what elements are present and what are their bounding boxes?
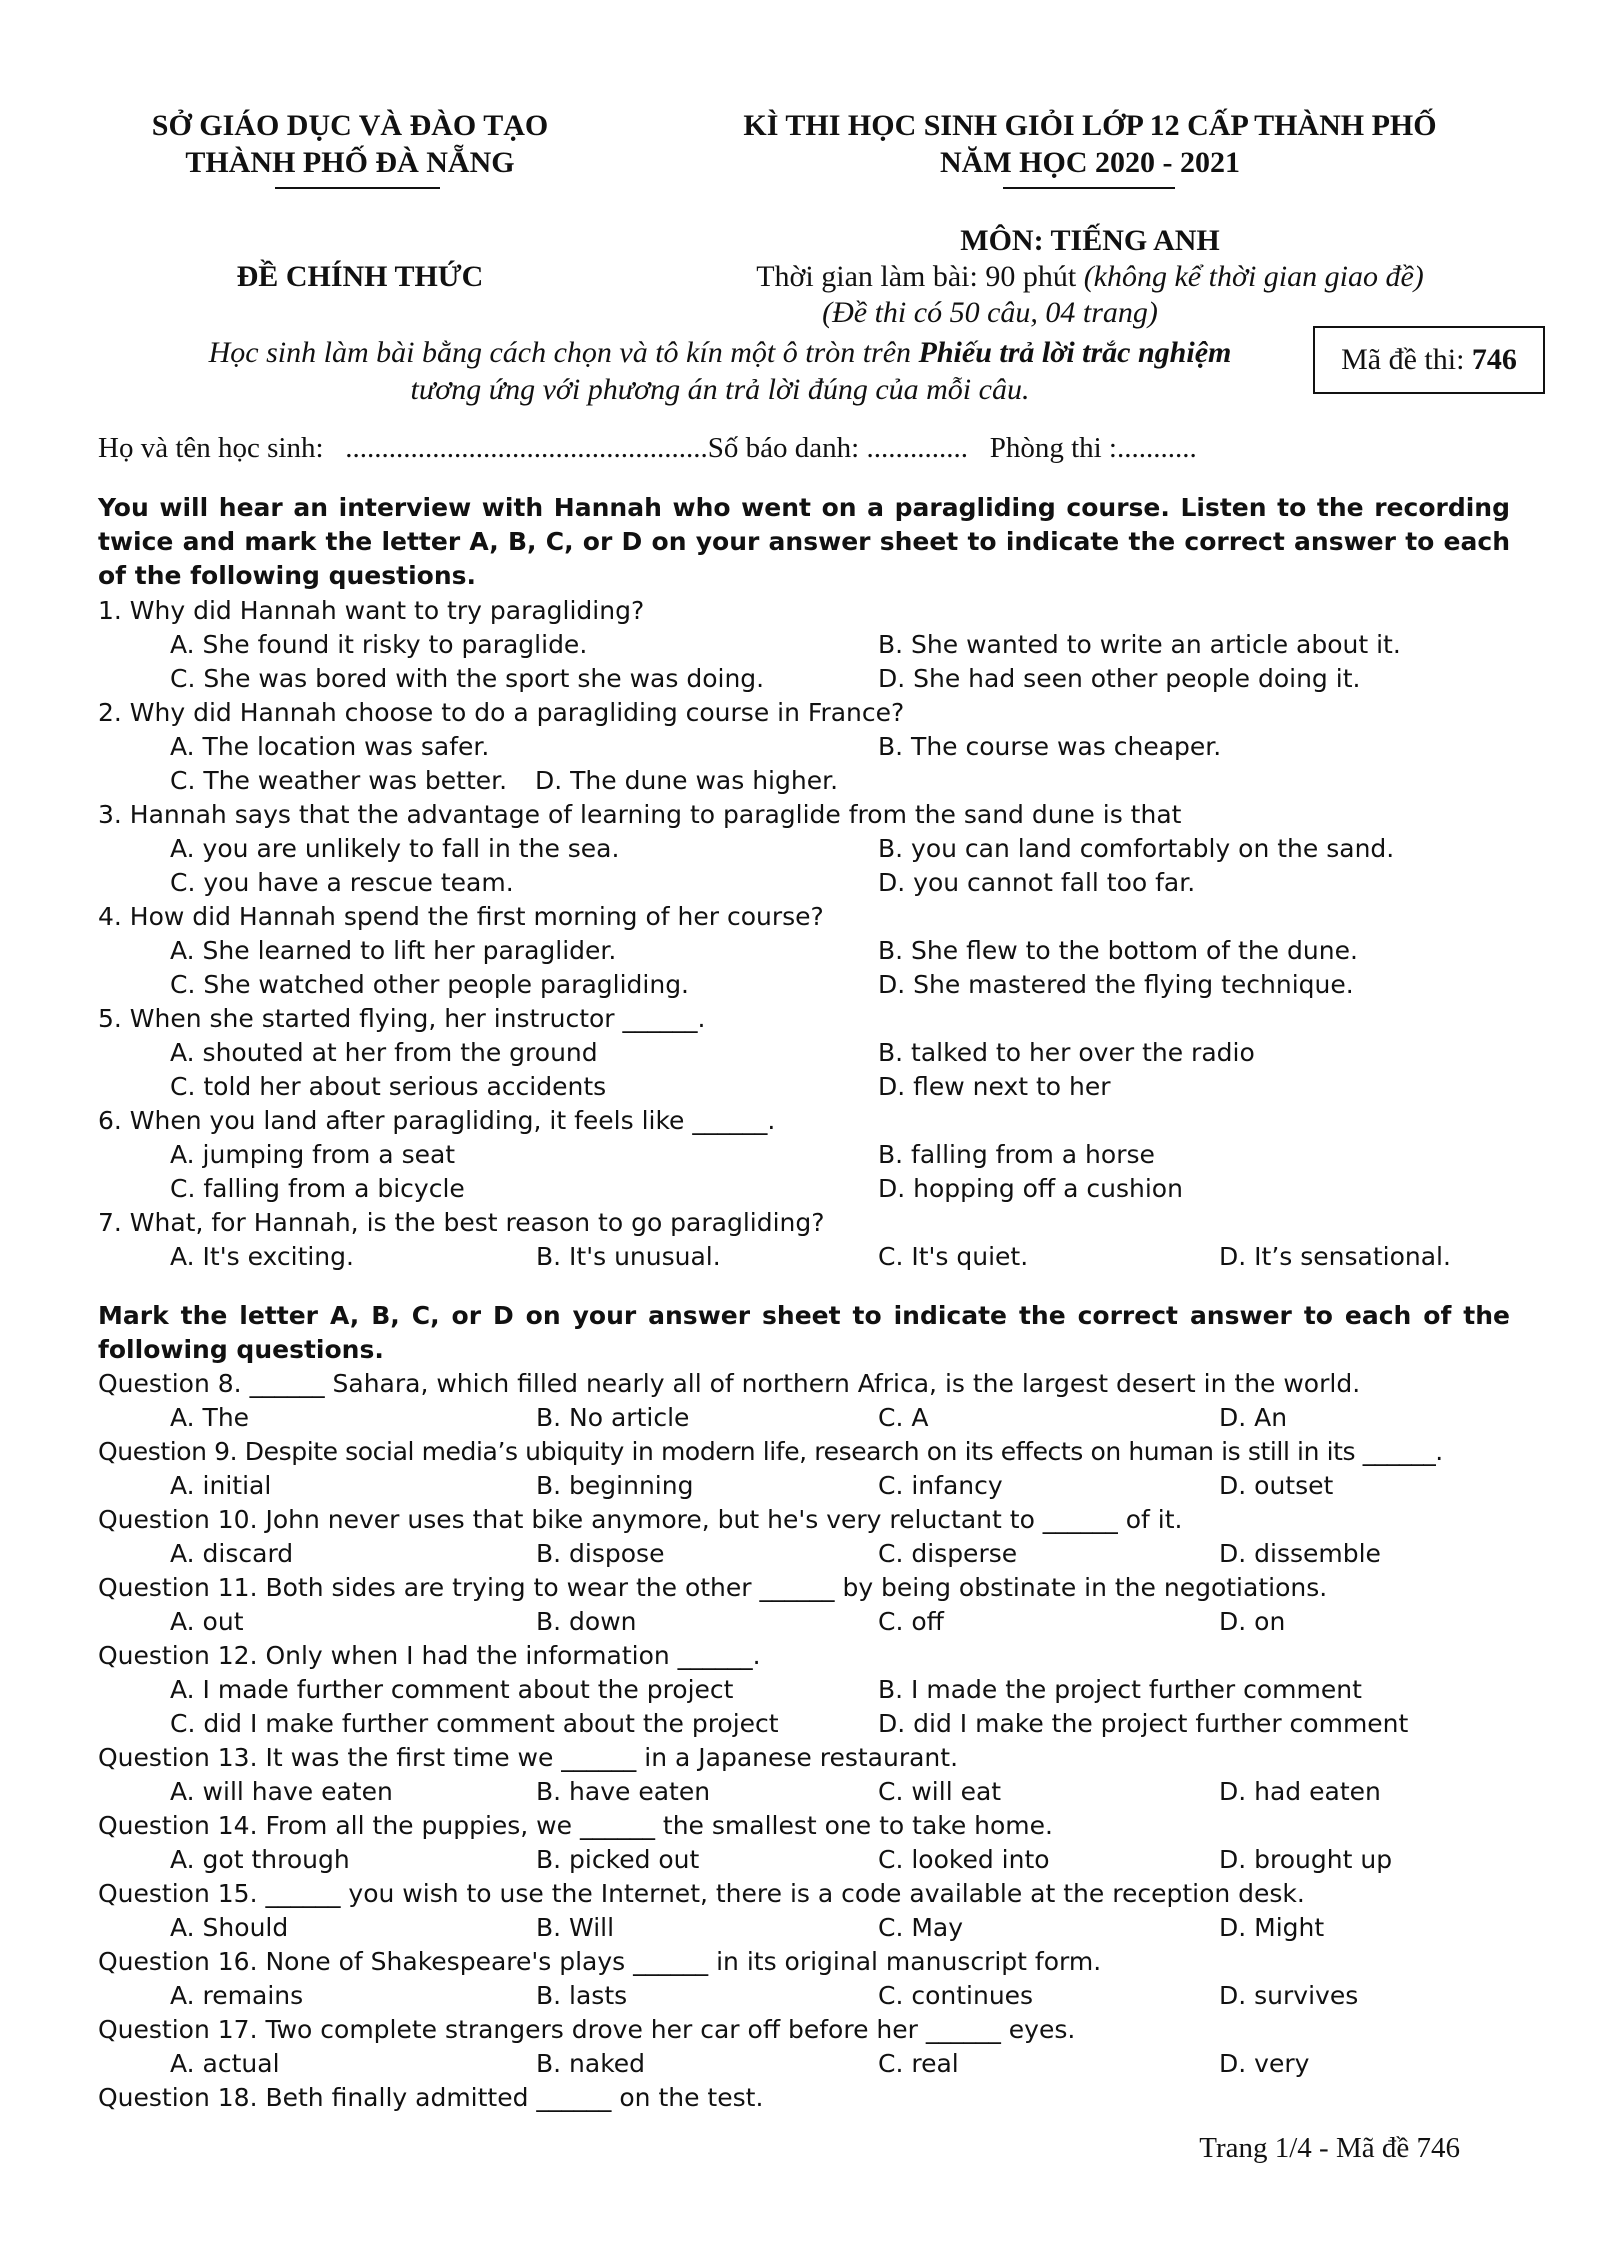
- department-underline: [275, 187, 440, 189]
- question-10-option-a[interactable]: A. discard: [170, 1539, 294, 1568]
- question-15-option-d[interactable]: D. Might: [1219, 1913, 1325, 1942]
- question-4-option-b[interactable]: B. She flew to the bottom of the dune.: [878, 936, 1358, 965]
- question-15-option-c[interactable]: C. May: [878, 1913, 964, 1942]
- question-7-option-b[interactable]: B. It's unusual.: [536, 1242, 721, 1271]
- question-11-stem: Question 11. Both sides are trying to wear the other ______ by being obstinate in the negotiations.: [98, 1573, 1328, 1602]
- question-2-stem: 2. Why did Hannah choose to do a paragliding course in France?: [98, 698, 905, 727]
- question-1-stem: 1. Why did Hannah want to try paragliding?: [98, 596, 645, 625]
- exam-code-label: Mã đề thi:: [1341, 343, 1472, 376]
- question-4-stem: 4. How did Hannah spend the first morning of her course?: [98, 902, 824, 931]
- question-7-option-c[interactable]: C. It's quiet.: [878, 1242, 1029, 1271]
- question-3-stem: 3. Hannah says that the advantage of learning to paraglide from the sand dune is that: [98, 800, 1182, 829]
- question-3-option-a[interactable]: A. you are unlikely to fall in the sea.: [170, 834, 620, 863]
- question-1-option-a[interactable]: A. She found it risky to paraglide.: [170, 630, 588, 659]
- question-5-option-d[interactable]: D. flew next to her: [878, 1072, 1111, 1101]
- question-13-option-c[interactable]: C. will eat: [878, 1777, 1002, 1806]
- question-5-stem: 5. When she started flying, her instructor ______.: [98, 1004, 706, 1033]
- question-16-option-b[interactable]: B. lasts: [536, 1981, 628, 2010]
- question-6-option-c[interactable]: C. falling from a bicycle: [170, 1174, 465, 1203]
- question-12-option-a[interactable]: A. I made further comment about the project: [170, 1675, 734, 1704]
- page-count-note: (Đề thi có 50 câu, 04 trang): [822, 296, 1158, 329]
- question-15-option-b[interactable]: B. Will: [536, 1913, 615, 1942]
- question-11-option-d[interactable]: D. on: [1219, 1607, 1286, 1636]
- answer-instruction-line-2: tương ứng với phương án trả lời đúng của mỗi câu.: [410, 373, 1030, 406]
- question-17-stem: Question 17. Two complete strangers drove her car off before her ______ eyes.: [98, 2015, 1076, 2044]
- question-12-stem: Question 12. Only when I had the information ______.: [98, 1641, 761, 1670]
- question-3-option-b[interactable]: B. you can land comfortably on the sand.: [878, 834, 1395, 863]
- question-10-stem: Question 10. John never uses that bike anymore, but he's very reluctant to ______ of it.: [98, 1505, 1183, 1534]
- department-line-1: SỞ GIÁO DỤC VÀ ĐÀO TẠO: [151, 109, 549, 142]
- question-7-option-a[interactable]: A. It's exciting.: [170, 1242, 354, 1271]
- exam-duration: [600, 258, 1580, 295]
- question-2-option-d[interactable]: D. The dune was higher.: [535, 766, 839, 795]
- question-11-option-a[interactable]: A. out: [170, 1607, 244, 1636]
- question-5-option-b[interactable]: B. talked to her over the radio: [878, 1038, 1255, 1067]
- question-16-stem: Question 16. None of Shakespeare's plays ______ in its original manuscript form.: [98, 1947, 1102, 1976]
- question-10-option-b[interactable]: B. dispose: [536, 1539, 665, 1568]
- question-16-option-a[interactable]: A. remains: [170, 1981, 304, 2010]
- question-15-option-a[interactable]: A. Should: [170, 1913, 289, 1942]
- department-name: [110, 107, 590, 181]
- question-4-option-a[interactable]: A. She learned to lift her paraglider.: [170, 936, 617, 965]
- question-2-option-a[interactable]: A. The location was safer.: [170, 732, 490, 761]
- question-14-stem: Question 14. From all the puppies, we ______ the smallest one to take home.: [98, 1811, 1053, 1840]
- question-3-option-c[interactable]: C. you have a rescue team.: [170, 868, 514, 897]
- question-9-option-b[interactable]: B. beginning: [536, 1471, 694, 1500]
- question-5-option-a[interactable]: A. shouted at her from the ground: [170, 1038, 598, 1067]
- question-8-stem: Question 8. ______ Sahara, which filled nearly all of northern Africa, is the largest desert in the world.: [98, 1369, 1361, 1398]
- question-1-option-c[interactable]: C. She was bored with the sport she was doing.: [170, 664, 765, 693]
- grammar-instruction: Mark the letter A, B, C, or D on your answer sheet to indicate the correct answer to each of the following questions.: [98, 1301, 1510, 1364]
- question-6-stem: 6. When you land after paragliding, it feels like ______.: [98, 1106, 776, 1135]
- question-6-option-d[interactable]: D. hopping off a cushion: [878, 1174, 1183, 1203]
- question-2-option-b[interactable]: B. The course was cheaper.: [878, 732, 1222, 761]
- question-9-option-c[interactable]: C. infancy: [878, 1471, 1003, 1500]
- question-10-option-c[interactable]: C. disperse: [878, 1539, 1018, 1568]
- question-13-option-a[interactable]: A. will have eaten: [170, 1777, 393, 1806]
- question-17-option-b[interactable]: B. naked: [536, 2049, 646, 2078]
- question-12-option-c[interactable]: C. did I make further comment about the project: [170, 1709, 779, 1738]
- question-5-option-c[interactable]: C. told her about serious accidents: [170, 1072, 607, 1101]
- question-12-option-d[interactable]: D. did I make the project further comment: [878, 1709, 1409, 1738]
- question-14-option-d[interactable]: D. brought up: [1219, 1845, 1393, 1874]
- question-14-option-b[interactable]: B. picked out: [536, 1845, 700, 1874]
- question-2-option-c[interactable]: C. The weather was better.: [170, 766, 508, 795]
- question-10-option-d[interactable]: D. dissemble: [1219, 1539, 1381, 1568]
- subject-title: MÔN: TIẾNG ANH: [960, 224, 1220, 257]
- answer-sheet-name: Phiếu trả lời trắc nghiệm: [918, 336, 1232, 369]
- question-15-stem: Question 15. ______ you wish to use the Internet, there is a code available at the reception desk.: [98, 1879, 1305, 1908]
- question-6-option-a[interactable]: A. jumping from a seat: [170, 1140, 456, 1169]
- exam-code-box: [1313, 326, 1545, 394]
- question-11-option-c[interactable]: C. off: [878, 1607, 944, 1636]
- duration-text: Thời gian làm bài: 90 phút: [756, 260, 1084, 293]
- answer-instruction-line-1: [120, 334, 1320, 371]
- question-13-option-d[interactable]: D. had eaten: [1219, 1777, 1381, 1806]
- page-footer: Trang 1/4 - Mã đề 746: [1199, 2132, 1460, 2164]
- exam-title-line-1: KÌ THI HỌC SINH GIỎI LỚP 12 CẤP THÀNH PHỐ: [743, 109, 1437, 142]
- question-16-option-d[interactable]: D. survives: [1219, 1981, 1359, 2010]
- question-1-option-b[interactable]: B. She wanted to write an article about it.: [878, 630, 1401, 659]
- question-8-option-d[interactable]: D. An: [1219, 1403, 1288, 1432]
- question-18-stem: Question 18. Beth finally admitted ______ on the test.: [98, 2083, 764, 2112]
- question-17-option-a[interactable]: A. actual: [170, 2049, 280, 2078]
- question-4-option-d[interactable]: D. She mastered the flying technique.: [878, 970, 1354, 999]
- question-4-option-c[interactable]: C. She watched other people paragliding.: [170, 970, 690, 999]
- question-1-option-d[interactable]: D. She had seen other people doing it.: [878, 664, 1361, 693]
- exam-title: [690, 107, 1490, 181]
- student-info-line: Họ và tên học sinh: ..................................................Số báo danh: .............. Phòng thi :...........: [98, 432, 1197, 464]
- question-9-stem: Question 9. Despite social media’s ubiquity in modern life, research on its effects on human is still in its ______.: [98, 1437, 1443, 1466]
- question-16-option-c[interactable]: C. continues: [878, 1981, 1034, 2010]
- answer-instruction-text: Học sinh làm bài bằng cách chọn và tô kín một ô tròn trên: [208, 336, 919, 369]
- question-17-option-c[interactable]: C. real: [878, 2049, 959, 2078]
- question-9-option-a[interactable]: A. initial: [170, 1471, 272, 1500]
- question-8-option-b[interactable]: B. No article: [536, 1403, 690, 1432]
- answer-instruction: [120, 334, 1320, 408]
- question-13-stem: Question 13. It was the first time we ______ in a Japanese restaurant.: [98, 1743, 959, 1772]
- question-13-option-b[interactable]: B. have eaten: [536, 1777, 711, 1806]
- department-line-2: THÀNH PHỐ ĐÀ NẴNG: [185, 146, 515, 179]
- exam-code-value: 746: [1471, 343, 1517, 376]
- question-17-option-d[interactable]: D. very: [1219, 2049, 1310, 2078]
- question-7-stem: 7. What, for Hannah, is the best reason to go paragliding?: [98, 1208, 825, 1237]
- question-7-option-d[interactable]: D. It’s sensational.: [1219, 1242, 1451, 1271]
- question-14-option-c[interactable]: C. looked into: [878, 1845, 1050, 1874]
- question-8-option-a[interactable]: A. The: [170, 1403, 250, 1432]
- question-9-option-d[interactable]: D. outset: [1219, 1471, 1334, 1500]
- question-3-option-d[interactable]: D. you cannot fall too far.: [878, 868, 1196, 897]
- question-14-option-a[interactable]: A. got through: [170, 1845, 350, 1874]
- listening-instruction: You will hear an interview with Hannah who went on a paragliding course. Listen to the recording twice and mark the letter A, B, C, or D on your answer sheet to indicate the correct answer to each of the following questions.: [98, 493, 1510, 590]
- question-8-option-c[interactable]: C. A: [878, 1403, 929, 1432]
- duration-note: (không kể thời gian giao đề): [1083, 260, 1424, 293]
- question-12-option-b[interactable]: B. I made the project further comment: [878, 1675, 1362, 1704]
- official-label: ĐỀ CHÍNH THỨC: [236, 260, 484, 293]
- exam-title-underline: [1003, 187, 1175, 189]
- question-11-option-b[interactable]: B. down: [536, 1607, 637, 1636]
- question-6-option-b[interactable]: B. falling from a horse: [878, 1140, 1155, 1169]
- exam-title-line-2: NĂM HỌC 2020 - 2021: [940, 146, 1240, 179]
